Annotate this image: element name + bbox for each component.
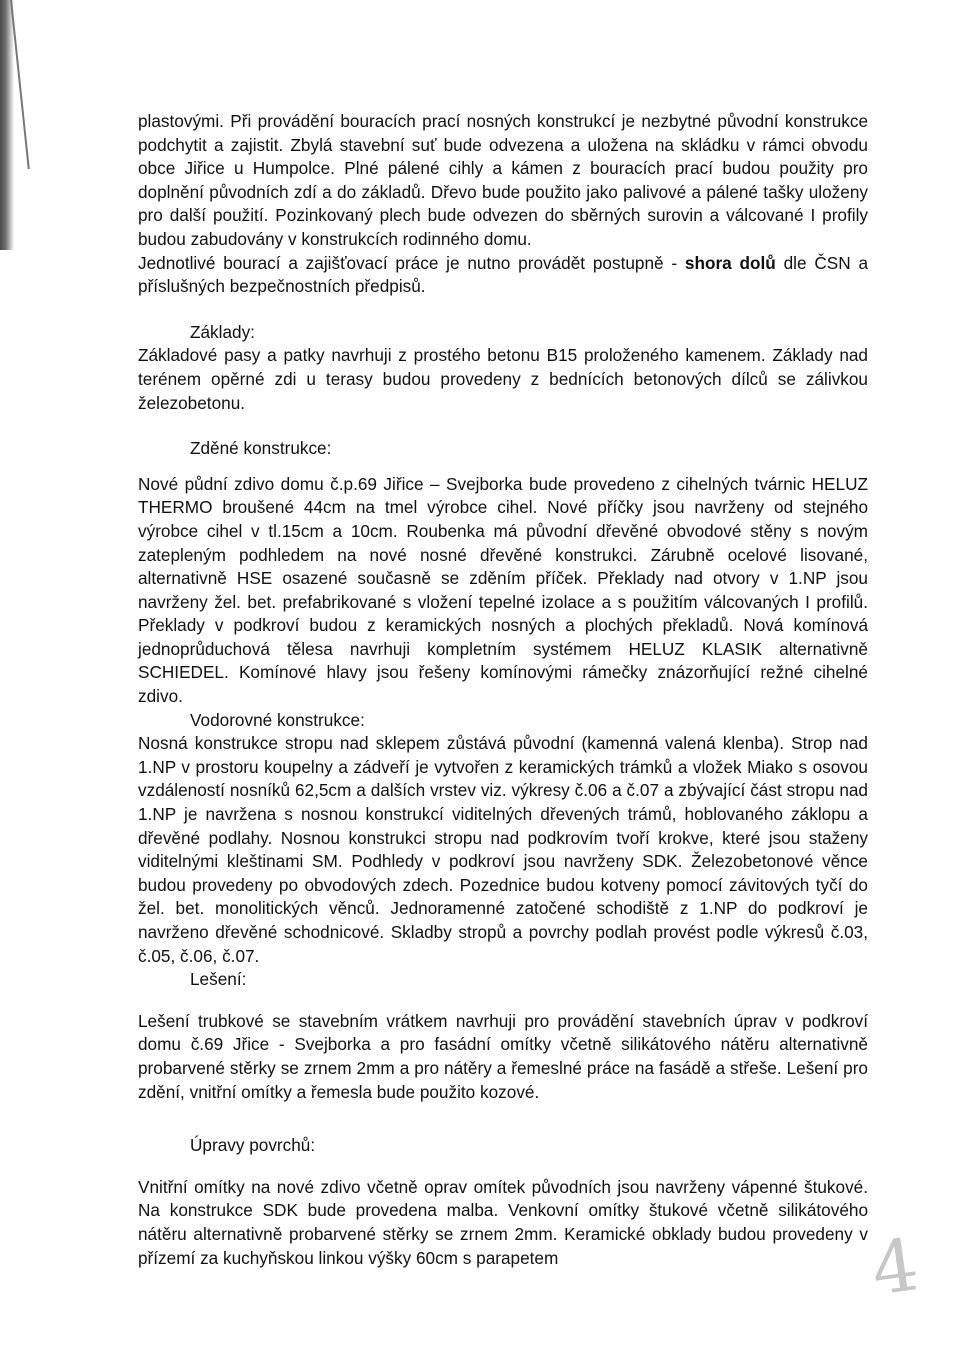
text-leseni: Lešení trubkové se stavebním vrátkem navrhuji pro provádění stavebních úprav v podkroví domu č.69 Jřice - Svejborka a pro fasádní omítky včetně silikátového nátěru alternativně probarvené stěrky se zrnem 2mm a pro nátěry a řemeslné práce na fasádě a střeše. Lešení pro zdění, vnitřní omítky a řemesla bude použito kozové.: [138, 1010, 868, 1102]
heading-upravy: Úpravy povrchů:: [190, 1135, 316, 1156]
heading-zdene: Zděné konstrukce:: [190, 438, 332, 459]
heading-zaklady: Základy:: [190, 321, 255, 342]
page-number-mark: [866, 1222, 932, 1314]
scan-edge-shadow: [0, 0, 14, 250]
page-number-text: 4: [866, 1222, 924, 1312]
heading-vodorovne: Vodorovné konstrukce:: [190, 709, 365, 730]
demolition-paragraph: plastovými. Při provádění bouracích prací nosných konstrukcí je nezbytné původní konstrukce podchytit a zajistit. Zbylá stavební suť bude odvezena a uložena na skládku v rámci obvodu obce Jiřice u Humpolce. Plné pálené cihly a kámen z bouracích prací budou použity pro doplnění původních zdí a do základů. Dřevo bude použito jako palivové a pálené tašky uloženy pro další použití. Pozinkovaný plech bude odvezen do sběrných surovin a válcované I profily budou zabudovány v konstrukcích rodinného domu.: [138, 111, 868, 249]
demolition-order-emphasis: shora dolů: [684, 252, 776, 273]
text-zdene: Nové půdní zdivo domu č.p.69 Jiřice – Svejborka bude provedeno z cihelných tvárnic HELUZ THERMO broušené 44cm na tmel výrobce cihel. Nové příčky jsou navrženy od stejného výrobce cihel v tl.15cm a 10cm. Roubenka má původní dřevěné obvodové stěny s novým zatepleným podhledem na nové nosné dřevěné konstrukci. Zárubně ocelové lisované, alternativně HSE osazené současně se zděním příček. Překlady nad otvory v 1.NP jsou navrženy žel. bet. prefabrikované s vložení tepelné izolace a s použitím válcovaných I profilů. Překlady v podkroví budou z keramických nosných a plochých překladů. Nová komínová jednoprůduchová tělesa navrhuji kompletním systémem HELUZ KLASIK alternativně SCHIEDEL. Komínové hlavy jsou řešeny komínovými rámečky znázorňující režné cihelné zdivo.: [138, 473, 868, 707]
text-zaklady: Základové pasy a patky navrhuji z prostého betonu B15 proloženého kamenem. Základy nad terénem opěrné zdi u terasy budou provedeny z bednících betonových dílců se zálivkou železobetonu.: [138, 345, 868, 413]
document-page: [138, 110, 868, 1270]
text-upravy: Vnitřní omítky na nové zdivo včetně oprav omítek původních jsou navrženy vápenné štukové. Na konstrukce SDK bude provedena malba. Venkovní omítky štukové včetně silikátového nátěru alternativně probarvené stěrky se zrnem 2mm. Keramické obklady budou provedeny v přízemí za kuchyňskou linkou výšky 60cm s parapetem: [138, 1176, 868, 1268]
demolition-order-text: Jednotlivé bourací a zajišťovací práce je nutno provádět postupně -: [138, 252, 678, 273]
text-vodorovne: Nosná konstrukce stropu nad sklepem zůstává původní (kamenná valená klenba). Strop nad 1.NP v prostoru koupelny a zádveří je vytvořen z keramických trámků a vložek Miako s osovou vzdáleností nosníků 62,5cm a dalších vrstev viz. výkresy č.06 a č.07 a zbývající část stropu nad 1.NP je navržena s nosnou konstrukcí viditelných dřevených trámů, hoblovaného záklopu a dřevěné podlahy. Nosnou konstrukci stropu nad podkrovím tvoří krokve, které jsou staženy viditelnými kleštinami SM. Podhledy v podkroví jsou navrženy SDK. Železobetonové věnce budou provedeny po obvodových zdech. Pozednice budou kotveny pomocí závitových tyčí do žel. bet. monolitických věnců. Jednoramenné zatočené schodiště z 1.NP do podkroví je navrženo dřevěné schodnicové. Skladby stropů a povrchy podlah provést podle výkresů č.03, č.05, č.06, č.07.: [138, 733, 868, 966]
heading-leseni: Lešení:: [190, 969, 247, 990]
demolition-order-tail: dle ČSN a příslušných bezpečnostních předpisů.: [138, 252, 869, 297]
demolition-order-paragraph: [138, 252, 868, 299]
